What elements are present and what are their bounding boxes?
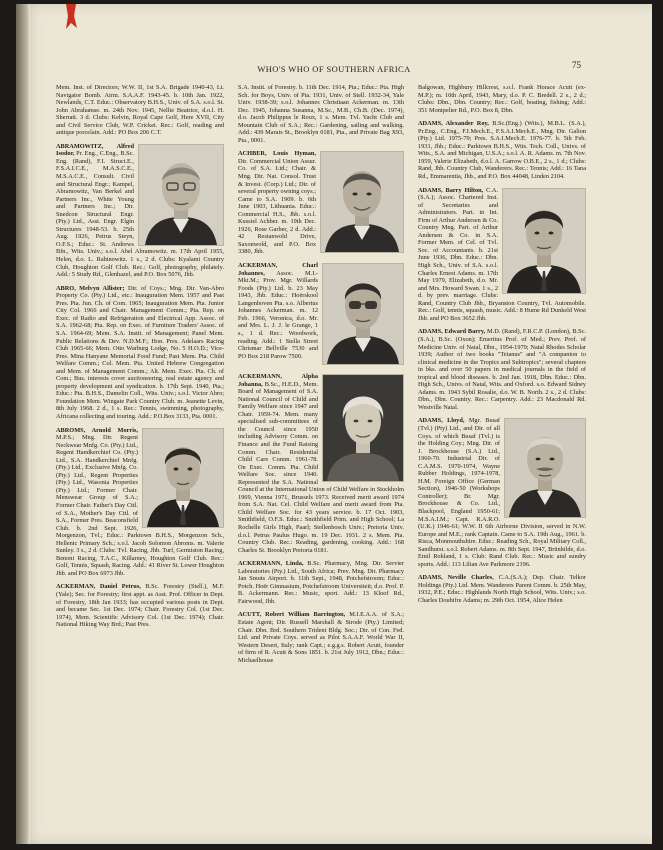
entry-name: ADAMS, Edward Barry, xyxy=(418,328,486,336)
entry-name: ACKERMANN, Alpha Johanna, xyxy=(238,373,318,388)
entry-continuation xyxy=(56,84,224,137)
entry-text: Assoc. M.I.-Mkt.M.; Prov. Mgr. Willards Foods (Pty.) Ltd. b. 23 May 1943, Jhb. Educ.: Hoërskool Langenhoven Pta. s.o. Albertus Johannes Ackerman. m. 12 Feb. 1966, Veronica, d.o. Mr. and Mrs. L. J. J. le Grange, 1 s., 1 d. Rec.: Woodwork, reading. Add.: 1 Stella Street Chrismar Bellville 7530 and PO Box 218 Parow 7500. xyxy=(238,269,318,360)
portrait-photo xyxy=(320,151,404,253)
entry-name: ADAMS, Neville Charles, xyxy=(418,574,494,582)
entry-text: B.Sc. Forestry (Stell.), M.F. (Yale); Sec. for Forestry; first appt. as Asst. Prof. Officer in Dept. of Forestry, 18th Jan 1933; has occupied various posts in Dept. and became Sec. 1st Dec. 1974; Chair. Forestry Col. (1st Dec. 1974), Mem. Scientific Advisory Col. (1st Dec. 1974); Chair. National Hiking Way Brd.; Past Pres. xyxy=(56,583,224,629)
directory-page xyxy=(16,4,652,844)
entry-text: Mgr. Busaf (Tvl.) (Pty) Ltd., and Dir. of all Coys. of which Busaf (Tvl.) is the Holding Coy.; Mng. Dir. of J. Brockhouse (S.A.) Ltd., 1960-70. Industrial Dir. of C.A.M.S. 1970-1974, Wayne Rubber Holdings, 1974-1978, H.M. Foreign Office (German Section), 1946-50 (Workshops Controller); Br. Mgr. Brockhouse & Co. Ltd., Blackpool, England 1950-61; M.S.A.I.M.; Capt. R.A.R.O. (U.K.) 1946-61; W.W. II 6th Airborne Division, served in N.W. Europe and M.E.; rank Captain. Came to S.A. 19th Aug., 1961. b. Risca, Monmouthshire. Educ.: Reading Sch., Royal Military Coll., Sandhurst. s.o.l. Robert Adams. m. 8th Sept. 1947, Brünhilde, d.o. Emil Rohland, 1 s. Club: Rand Club. Rec.: Music and sundry sports. Add.: 113 Lilian Ave Parkmore 2196. xyxy=(418,417,586,568)
column-1 xyxy=(56,84,224,635)
entry-text: Balgowan, Highbury Hillcrest, s.o.l. Frank Horace Acutt (ex-M.P.); m. 10th April, 1943, Mary, d.o. P. C. Bredell. 2 s., 2 d.; Clubs: Dbn., Dbn. Country; Rec.: Golf, boating, fishing; Add.: 351 Montpelier Rd., P.O. Box 8, Dbn. xyxy=(418,84,586,114)
entry-achber xyxy=(238,150,404,256)
portrait-photo xyxy=(322,374,404,482)
entry-text: C.A.(S.A.); Dep. Chair. Telkor Holdings (Pty.) Ltd. Mem. Wanderers Parent Comm. b. 25th May, 1932, P.E.; Educ.: Highlands North High School, Wits. Univ.; s.o. Charles Doubifre Adams; m. 29th Oct. 1954, Alice Helen xyxy=(418,574,586,604)
entry-name: ABRAMOWITZ, Alfred Isodor, xyxy=(56,142,134,158)
entry-acutt xyxy=(238,611,404,664)
entry-name: ABRO, Melvyn Allister; xyxy=(56,284,125,292)
book-spine-shadow xyxy=(16,4,30,844)
entry-name: ADAMS, Alexander Roy, xyxy=(418,120,489,128)
entry-adams-neville xyxy=(418,574,586,604)
entry-name: ACUTT, Robert William Barrington, xyxy=(238,611,346,619)
entry-text: Mem. Inst. of Directors; W.W. II, 1st S.A. Brigade 1940-43, Lt. Navigator Bomb. Airm. S.A.A.F. 1943-45. b. 10th Jan. 1922, Newlands, C.T. Educ.: Observatory B.H.S., Univ. of S.A. s.o.l. St. John Abrahamse. m. 24th Nov. 1945, Nellie Beatrice, d.o.l. H. Sherratt. 3 d. Clubs: Kelvin, Royal Cape Golf, Here XVII, City and Civil Service Club, W.P. Cricket. Rec.: Golf, reading and antique porcelain. Add.: PO Box 206 C.T. xyxy=(56,84,224,137)
entry-name: ABROMS, Arnold Morris, xyxy=(56,426,138,434)
portrait-photo xyxy=(504,418,586,518)
entry-name: ADAMS, Barry Hilton, xyxy=(418,186,484,194)
entry-ackerman-daniel xyxy=(56,583,224,628)
portrait-photo xyxy=(138,144,224,246)
portrait-photo xyxy=(322,263,404,365)
entry-adams-edward xyxy=(418,328,586,411)
entry-abramowitz xyxy=(56,143,224,279)
page-header-title: WHO'S WHO OF SOUTHERN AFRICA xyxy=(257,64,411,74)
entry-text: C.A. (S.A.); Assoc. Chartered Inst. of Secretaries and Administrators. Part. in Int. Firm of Arthur Andersen & Co. Country Mng. Part. of Arthur Andersen & Co. in S.A. Former Mem. of Cel. of Tvl. Soc. of Accountants. b. 21st June 1936, Dbn. Educ.: Dbn. High Sch., Univ. of S.A. s.o.l. Charles Ernest Adams. m. 17th May 1979, Elizabeth, d.o. Mr. and Mrs. Howard Swan. 1 s., 2 d. by prev. marriage. Clubs: Rand, Country Club Jhb., Bryanston Country, Tvl. Automobile. Rec.: Golf, tennis, squash, music. Add.: 8 Hume Rd Dunkeld West Jhb. and PO Box 3652 Jhb. xyxy=(418,186,586,322)
entry-text: B.Sc. Pharmacy, Mng. Dir. Servier Laboratories (Pty.) Ltd., South Africa; Prev. Mng. Dir. Pharmacy Jan Smuts Airport. b. 11th Sept., 1948, Potchefstroom; Educ.: Potch. Hoër Gimnasium, Potchefstroom Universiteit; d.o. Prof. P. B. Ackermann. Rec.: Music, sport. Add.: 13 Kloof Rd., Fairwood, Jhb. xyxy=(238,560,404,605)
entry-text: S.A. Instit. of Forestry. b. 11th Dec. 1914, Pta.; Educ.: Pta. High Sch. for Boys, Univ. of Pta. 1931, Univ. of Stell. 1932-34, Yale Univ. 1938-39; s.o.l. Johannes Christiaan Ackerman. m. 13th Dec. 1945, Johanna Susanna, M.Sc., M.B., Ch.B. (Dec. 1974), d.o. Jacob Philippus le Roux, 1 s. Mem. Tvl. Yacht Club and Mountain Club of S.A.; Rec.: Gardening, sailing and walking. Add.: 439 Marais St., Brooklyn 0181, Pta., and Private Bag X93, Pta., 0001. xyxy=(238,84,404,144)
entry-name: ACHBER, Louis Hyman, xyxy=(238,150,316,158)
entry-continuation xyxy=(418,84,586,114)
entry-ackermann-alpha xyxy=(238,373,404,554)
entry-name: ACKERMAN, Charl Johannes, xyxy=(238,262,318,277)
entry-ackerman-charl xyxy=(238,262,404,367)
entry-text: B.Sc., H.E.D., Mem. Board of Management of S.A. National Council of Child and Family Welfare since 1947 and Chair. 1959-74. Mem. many specialised sub-committees of the Council since 1950 including Advisory Comm. on Finance and the Fund Raising Comm. Chair. Residential Child Care Comm. 1961-78. On Exec. Comm. Pta. Child Welfare Soc. since 1940. Represented the S.A. National Council at the International Union of Child Welfare in Stockholm 1969, Vienna 1971, Brussels 1973. Received merit award 1974 from S.A. Nat. Cel. Child Welfare and merit award from Pta. Child Welfare Soc. for 43 years service. b. 17 Oct. 1903, Smithfield, O.F.S. Educ.: Smithfield Prim. and High School; La Rochelle Girls High, Paarl; Stellenbosch Univ.; Pretoria Univ. d.o.l. Petrus Paulus Hugo. m. 19 Dec. 1931. 2 s. Mem. Pta. Country Club. Rec.: Reading, gardening, cooking. Add.: 168 Charles St. Brooklyn Pretoria 0181. xyxy=(238,380,404,554)
portrait-photo xyxy=(142,428,224,528)
entry-text: Pr. Eng., C.Eng., B.Sc. Eng. (Rand), F.I. Struct.E., F.S.A.I.C.E., M.A.S.C.E., M.S.A.C.E., Consult. Civil and Structural Engr.; Kampel, Abramowitz, Van Berkel and Partners Inc., White Young and Partners Inc.; Dir. Snedcon Structural Engr. (Pty.) Ltd., Asst. Engr. Elgin Structures 1948-53. b. 25th Aug. 1926, Petrus Steyn, O.F.S.; Educ.: St. Andrews Bfn., Wits. Univ.; s.o.l. Abel Abramowitz. m. 17th April 1955, Helen, d.o. L. Rabinowitz. 1 s., 2 d. Clubs: Kyalami Country Club, Houghton Golf Club. Rec.: Golf, photography, philately. Add.: 5 Study Rd., Glenhazel, and P.O. Box 5076, Jhb. xyxy=(56,150,224,279)
portrait-photo xyxy=(502,188,586,294)
column-3 xyxy=(418,84,586,611)
entry-name: ADAMS, Lloyd, xyxy=(418,417,465,425)
entry-adams-barry xyxy=(418,187,586,323)
entry-adams-alexander xyxy=(418,120,586,180)
column-2 xyxy=(238,84,404,670)
entry-text: M.P.S.; Mng. Dir. Regent Neckwear Mnfg. Co. (Pty.) Ltd., Regent Handkerchief Co. (Pty.) Ltd., S.A. Handkerchief Mnfg. (Pty.) Ltd., Exclusive Mnfg. Co. (Pty.) Ltd., Regent Properties (Pty.) Ltd., Wasonia Properties (Pty.) Ltd.; Former Chair. Menswear Group of S.A.; Former Chair. Father's Day Cttl. of S.A., Mother's Day Cttl. of S.A., Former Pres. Beaconsfield Club. b. 2nd Sept. 1926, Morgenzon, Tvl.; Educ.: Parktown B.H.S., Morgenzon Sch., Hellenic Primary Sch.; s.o.l. Jacob Solomon Abroms. m. Valerie Sunley. 3 s., 2 d. Clubs: Tvl. Racing, Jhb. Turf, Germiston Racing, Benoni Racing, T.A.C., Killarney, Houghton Golf Club. Rec.: Golf, Tennis, Squash, Racing. Add.: 41 River St. Lower Houghton Jhb. and PO Box 6973 Jhb. xyxy=(56,434,224,577)
entry-text: B.Sc.(Eng.) (Wits.), M.B.L. (S.A.), Pr.Eng., C.Eng., F.I.Mech.E., F.S.A.I.Mech.E., Mng. Dir. Galion (Pty.) Ltd. 1975-79; Pres. S.A.I.Mech.E. 1976-77. b. 5th Feb. 1931, Jhb.; Educ.: Parktown B.H.S., Wits. Tech. Coll., Univs. of Wits., S.A. and Michigan, U.S.A.; s.o.l. A. R. Adams. m. 7th Nov. 1959, Valerie Elizabeth, d.o.l. A. Garrow O.B.E., 2 s., 1 d.; Clubs: Rand, Jhb. Country Club, Wanderers. Rec.: Tennis; Add.: 16 Tana Rd., Emmarentia, Jhb., and P.O. Box 44048, Linden 2104. xyxy=(418,120,586,181)
entry-name: ACKERMAN, Daniel Petrus, xyxy=(56,583,141,591)
entry-continuation xyxy=(238,84,404,144)
entry-abroms xyxy=(56,427,224,578)
entry-text: Dir. Commercial Union Assur. Co. of S.A. Ltd.; Chair. & Mng. Dir. Nat. Consol. Trust & Invest. (Corp.) Ltd.; Dir. of several property owning coys.; Came to S.A. 1909. b. 6th June 1903, Lithuania. Educ.: Commercial H.S., Jhb. s.o.l. Kussiel Achber. m. 19th Dec. 1926, Rose Garber, 2 d. Add.: 42 Restanwold Drive, Saxonwold, and P.O. Box 3380, Jhb. xyxy=(238,157,316,256)
entry-text: M.D. (Rand), F.R.C.P. (London), B.Sc. (S.A.), B.Sc. (Oxon); Emeritus Prof. of Med.; Prev. Prof. of Medicine Univ. of Natal, Dbn., 1954-1979; Natal Rhodes Scholar 1939; Author of two books "Tetanus" and "A companion to clinical medicine in the Tropics and Subtropics"; several chapters in bks. and over 50 papers in medical journals in the field of tropical and blood diseases. b. 2nd Jan. 1918, Dbn. Educ.: Dbn. High Sch., Univs. of Natal, Wits. and Oxford. s.o. Edward Sidney Adams. m. 1943 Sybil Rosalie, d.o. W. B. North. 2 s., 2 d. Clubs: Dbn., Dbn. Country. Rec.: Carpentry. Add.: 23 Macdonald Rd. Westville Natal. xyxy=(418,328,586,411)
entry-text: Dir. of Coys.; Mng. Dir. Van-Abro Property Co. (Pty.) Ltd., etc.: Inauguration Mem. 1957 and Past Pres. Pta. Jun. Ch. of Com. 1965; Inauguration Mem. Pta. Junior City Col. 1966 and Chair. Management Comm.; Pta. Rep. on Exec. of Radio and Refrigeration and Electrical App. Assoc. of S.A. 1962-68; Pta. Rep. on Exec. of Furniture Traders' Assoc. of S.A. 1964-69; Mem. S.A. Instit. of Management; Panel Mem. Public Relations & Dev. N.D.M.F.; Hon. Pres. Adelaars Racing Club 1965-66; Mem. Otto Warburg Lodge, No. 5 H.O.D.; Vice-Pres. Mina Hanyane Memorial Food Fund; Past Mem. Pta. Child Welfare Comm.; Col. Mem. Pta. United Hebrew Congregation and Mem. of Management Comm.; Alt. Mem. Exec. Pta. Ch. of Com.; Bus. interests cover auctioneering, real estate agency and property development and syndication. b. 17th Sept. 1940, Pta.; Educ.: Pta. B.H.S., Damelin Coll., Wits. Univ.; s.o.l. Victor Abro; Foundation Mem. Wingate Park Country Club. m. Jeanette Levin, 8th July 1968. 2 d., 1 s. Rec.: Tennis, swimming, photography, Africana collecting and touring. Add.: P.O.Box 3133, Pta. 0001. xyxy=(56,284,224,420)
entry-adams-lloyd xyxy=(418,417,586,568)
bookmark-ribbon-icon xyxy=(64,4,78,30)
page-number: 75 xyxy=(572,60,581,70)
entry-abro xyxy=(56,285,224,421)
entry-text: M.I.E.A.A. of S.A.; Estate Agent; Dir. Russell Marshall & Strode (Pty.) Limited; Chair. Dbn. Brd. Southern Trident Bldg. Soc.; Dir. of Con. Fed. Ltd. and Private Coys. served as Pilot S.A.A.F. World War II, Western Desert, Italy; rank Capt.; e.g.g.s. Robert Acutt, founder of firm of R. Acutt & Sons 1851. b. 21st July 1912, Dbn.; Educ.: Michaelhouse xyxy=(238,611,404,664)
entry-name: ACKERMANN, Linda, xyxy=(238,560,304,568)
entry-ackermann-linda xyxy=(238,560,404,605)
